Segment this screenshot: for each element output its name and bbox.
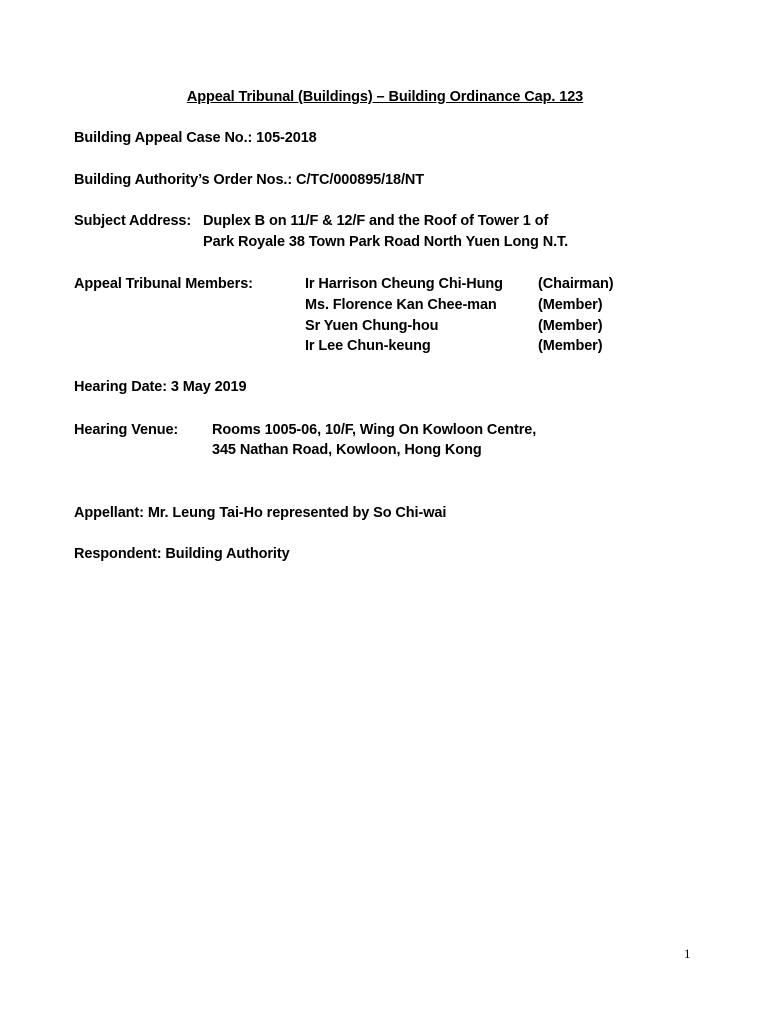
member-role: (Member) [538, 338, 603, 354]
respondent: Respondent: Building Authority [74, 546, 290, 562]
subject-address-line1: Duplex B on 11/F & 12/F and the Roof of Tower 1 of [203, 213, 549, 229]
member-role: (Member) [538, 318, 603, 334]
page-number: 1 [684, 946, 691, 961]
member-role: (Chairman) [538, 276, 614, 292]
member-name: Ms. Florence Kan Chee-man [305, 297, 497, 313]
hearing-venue-line2: 345 Nathan Road, Kowloon, Hong Kong [212, 442, 482, 458]
appellant: Appellant: Mr. Leung Tai-Ho represented by So Chi-wai [74, 505, 447, 521]
subject-address-line2: Park Royale 38 Town Park Road North Yuen Long N.T. [203, 234, 569, 250]
subject-address-label: Subject Address: [74, 213, 192, 229]
document-title: Appeal Tribunal (Buildings) – Building Ordinance Cap. 123 [186, 89, 584, 105]
hearing-venue-line1: Rooms 1005-06, 10/F, Wing On Kowloon Centre, [212, 422, 537, 438]
case-number: Building Appeal Case No.: 105-2018 [74, 130, 317, 146]
member-name: Sr Yuen Chung-hou [305, 318, 439, 334]
member-name: Ir Lee Chun-keung [305, 338, 431, 354]
hearing-venue-label: Hearing Venue: [74, 422, 179, 438]
hearing-date: Hearing Date: 3 May 2019 [74, 379, 247, 395]
member-role: (Member) [538, 297, 603, 313]
order-numbers: Building Authority’s Order Nos.: C/TC/000895/18/NT [74, 172, 425, 188]
member-name: Ir Harrison Cheung Chi-Hung [305, 276, 503, 292]
members-label: Appeal Tribunal Members: [74, 276, 253, 292]
